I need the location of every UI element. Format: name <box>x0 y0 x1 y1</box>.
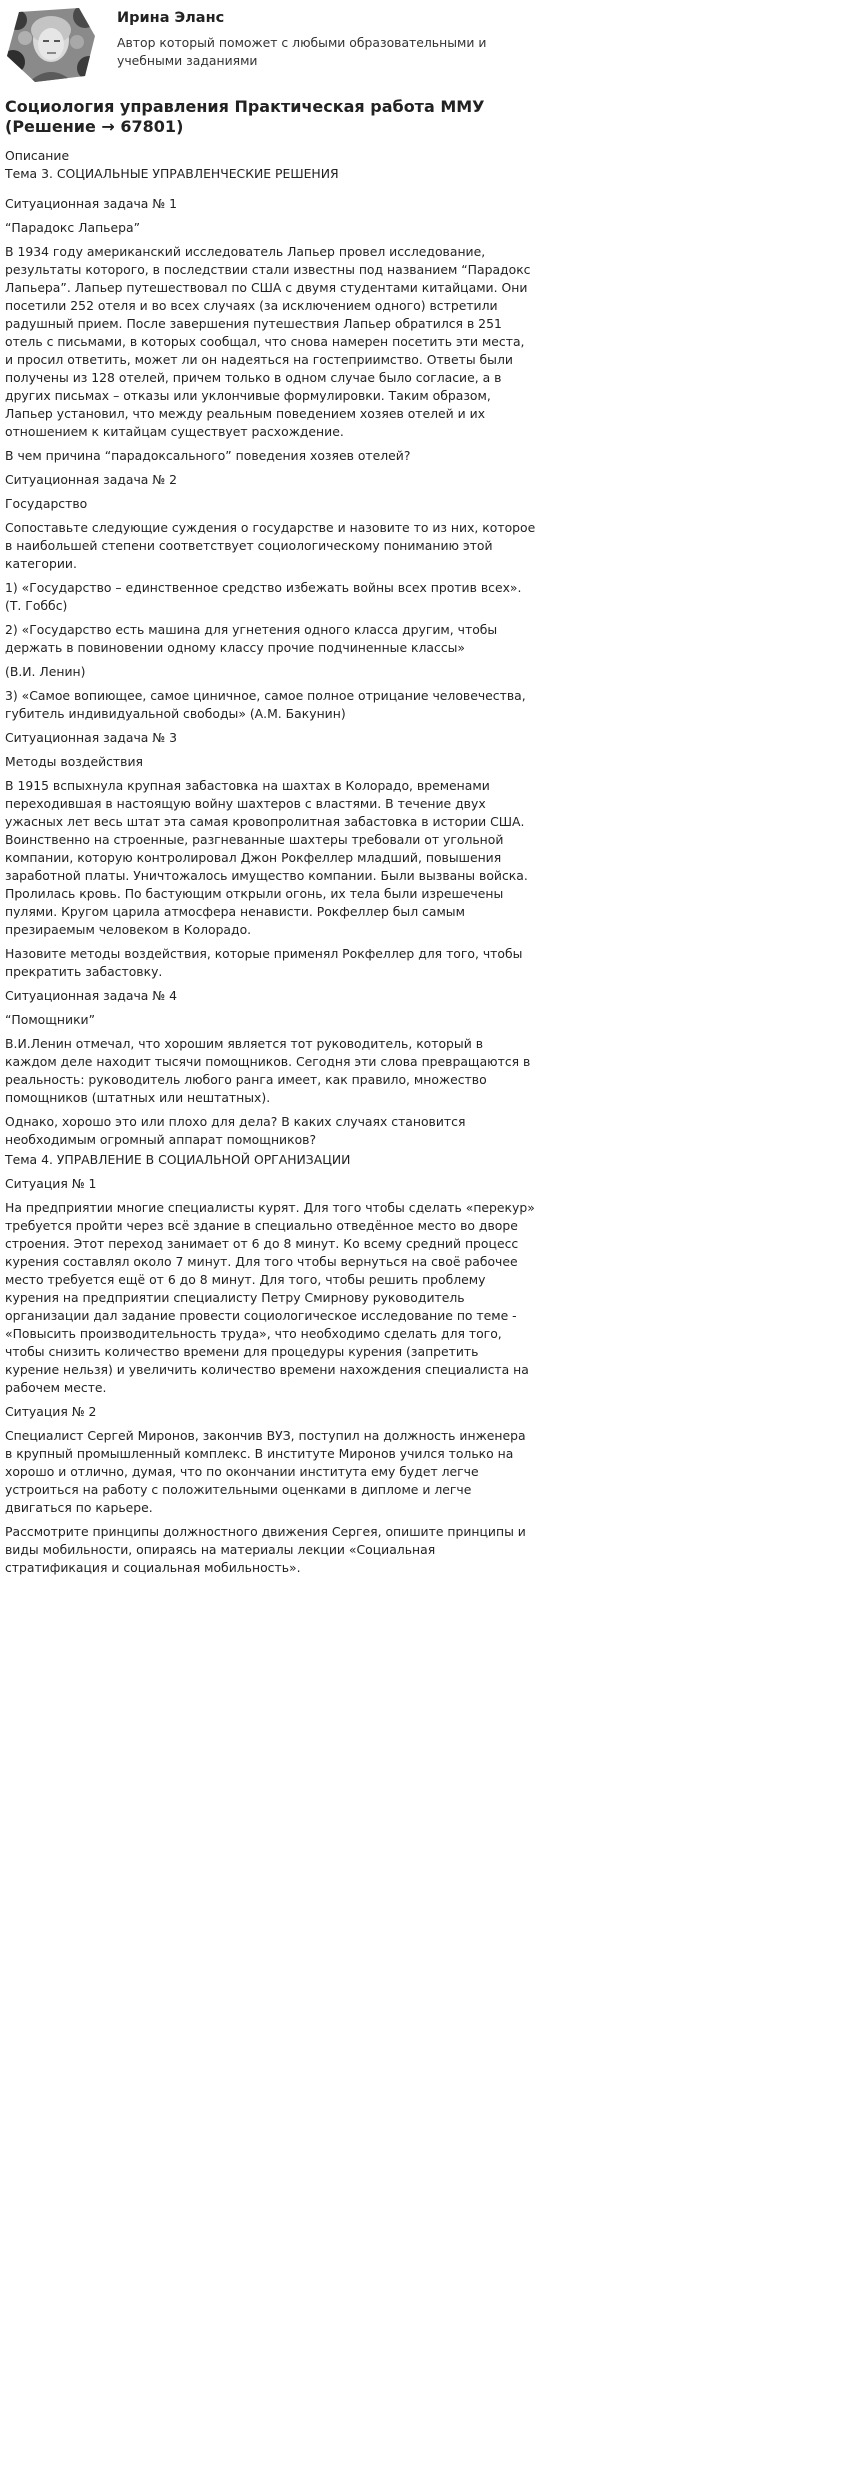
task-4-heading: Ситуационная задача № 4 <box>5 988 178 1003</box>
task-2-item-2-author: (В.И. Ленин) <box>5 664 86 679</box>
task-2-item-3: 3) «Самое вопиющее, самое циничное, самое полное отрицание человечества, губитель индивидуальной свободы» (А.М. Бакунин) <box>5 688 526 721</box>
task-3-heading: Ситуационная задача № 3 <box>5 730 178 745</box>
description-label: Описание <box>5 148 70 163</box>
task-4-text: В.И.Ленин отмечал, что хорошим является тот руководитель, который в каждом деле находит тысячи помощников. Сегодня эти слова превращаются в реальность: руководитель любого ранга имеет, как правило, множество помощников (штатных или нештатных). <box>5 1036 531 1105</box>
work-description <box>5 165 536 1577</box>
author-description: Автор который поможет с любыми образовательными и учебными заданиями <box>117 35 487 68</box>
author-card <box>5 0 536 90</box>
author-info <box>97 6 507 70</box>
situation-1-text: На предприятии многие специалисты курят. Для того чтобы сделать «перекур» требуется пройти через всё здание в специально отведённое место во дворе строения. Этот переход занимает от 6 до 8 минут. Ко всему средний процесс курения составлял около 7 минут. Для того чтобы вернуться на своё рабочее место требуется ещё от 6 до 8 минут. Для того, чтобы решить проблему курения на предприятии специалисту Петру Смирнову руководитель организации дал задание провести социологическое исследование по теме - «Повысить производительность труда», что необходимо сделать для того, чтобы снизить количество времени для процедуры курения (запретить курение нельзя) и увеличить количество времени нахождения специалиста на рабочем месте. <box>5 1200 535 1395</box>
situation-2-text: Специалист Сергей Миронов, закончив ВУЗ, поступил на должность инженера в крупный промышленный комплекс. В институте Миронов учился только на хорошо и отлично, думая, что по окончании института ему будет легче устроиться на работу с положительными оценками в дипломе и легче двигаться по карьере. <box>5 1428 526 1515</box>
task-2-item-2: 2) «Государство есть машина для угнетения одного класса другим, чтобы держать в повиновении одному классу прочие подчиненные классы» <box>5 622 498 655</box>
task-3-question: Назовите методы воздействия, которые применял Рокфеллер для того, чтобы прекратить забастовку. <box>5 946 523 979</box>
avatar[interactable] <box>5 6 97 84</box>
task-2-heading: Ситуационная задача № 2 <box>5 472 178 487</box>
task-2-title: Государство <box>5 496 88 511</box>
author-name[interactable]: Ирина Эланс <box>117 10 225 26</box>
task-4-question: Однако, хорошо это или плохо для дела? В каких случаях становится необходимым огромный аппарат помощников? <box>5 1114 466 1147</box>
task-3-title: Методы воздействия <box>5 754 143 769</box>
task-1-heading: Ситуационная задача № 1 <box>5 196 178 211</box>
page <box>0 0 541 1591</box>
task-1-title: “Парадокс Лапьера” <box>5 220 140 235</box>
avatar-image <box>5 6 97 84</box>
situation-2-heading: Ситуация № 2 <box>5 1404 97 1419</box>
topic-3-heading: Тема 3. СОЦИАЛЬНЫЕ УПРАВЛЕНЧЕСКИЕ РЕШЕНИЯ <box>5 166 339 181</box>
task-2-text: Сопоставьте следующие суждения о государстве и назовите то из них, которое в наибольшей степени соответствует социологическому пониманию этой категории. <box>5 520 536 571</box>
task-1-question: В чем причина “парадоксального” поведения хозяев отелей? <box>5 448 411 463</box>
topic-4-heading: Тема 4. УПРАВЛЕНИЕ В СОЦИАЛЬНОЙ ОРГАНИЗАЦИИ <box>5 1152 351 1167</box>
task-1-text: В 1934 году американский исследователь Лапьер провел исследование, результаты которого, в последствии стали известны под названием “Парадокс Лапьера”. Лапьер путешествовал по США с двумя студентами китайцами. Они посетили 252 отеля и во всех случаях (за исключением одного) встретили радушный прием. После завершения путешествия Лапьер обратился в 251 отель с письмами, в которых сообщал, что снова намерен посетить эти места, и просил ответить, может ли он надеяться на гостеприимство. Ответы были получены из 128 отелей, причем только в одном случае было согласие, а в других письмах – отказы или уклончивые формулировки. Таким образом, Лапьер установил, что между реальным поведением хозяев отелей и их отношением к китайцам существует расхождение. <box>5 244 531 439</box>
task-3-text: В 1915 вспыхнула крупная забастовка на шахтах в Колорадо, временами переходившая в настоящую войну шахтеров с властями. В течение двух ужасных лет весь штат эта самая кровопролитная забастовка в истории США. Воинственно на строенные, разгневанные шахтеры требовали от угольной компании, которую контролировал Джон Рокфеллер младший, повышения заработной платы. Уничтожалось имущество компании. Были вызваны войска. Пролилась кровь. По бастующим открыли огонь, их тела были изрешечены пулями. Кругом царила атмосфера ненависти. Рокфеллер был самым презираемым человеком в Колорадо. <box>5 778 528 937</box>
work-title: Социология управления Практическая работа ММУ (Решение → 67801) <box>5 97 485 136</box>
task-4-title: “Помощники” <box>5 1012 96 1027</box>
task-2-item-1: 1) «Государство – единственное средство избежать войны всех против всех». (Т. Гоббс) <box>5 580 522 613</box>
situation-1-heading: Ситуация № 1 <box>5 1176 97 1191</box>
situation-2-question: Рассмотрите принципы должностного движения Сергея, опишите принципы и виды мобильности, опираясь на материалы лекции «Социальная стратификация и социальная мобильность». <box>5 1524 526 1575</box>
